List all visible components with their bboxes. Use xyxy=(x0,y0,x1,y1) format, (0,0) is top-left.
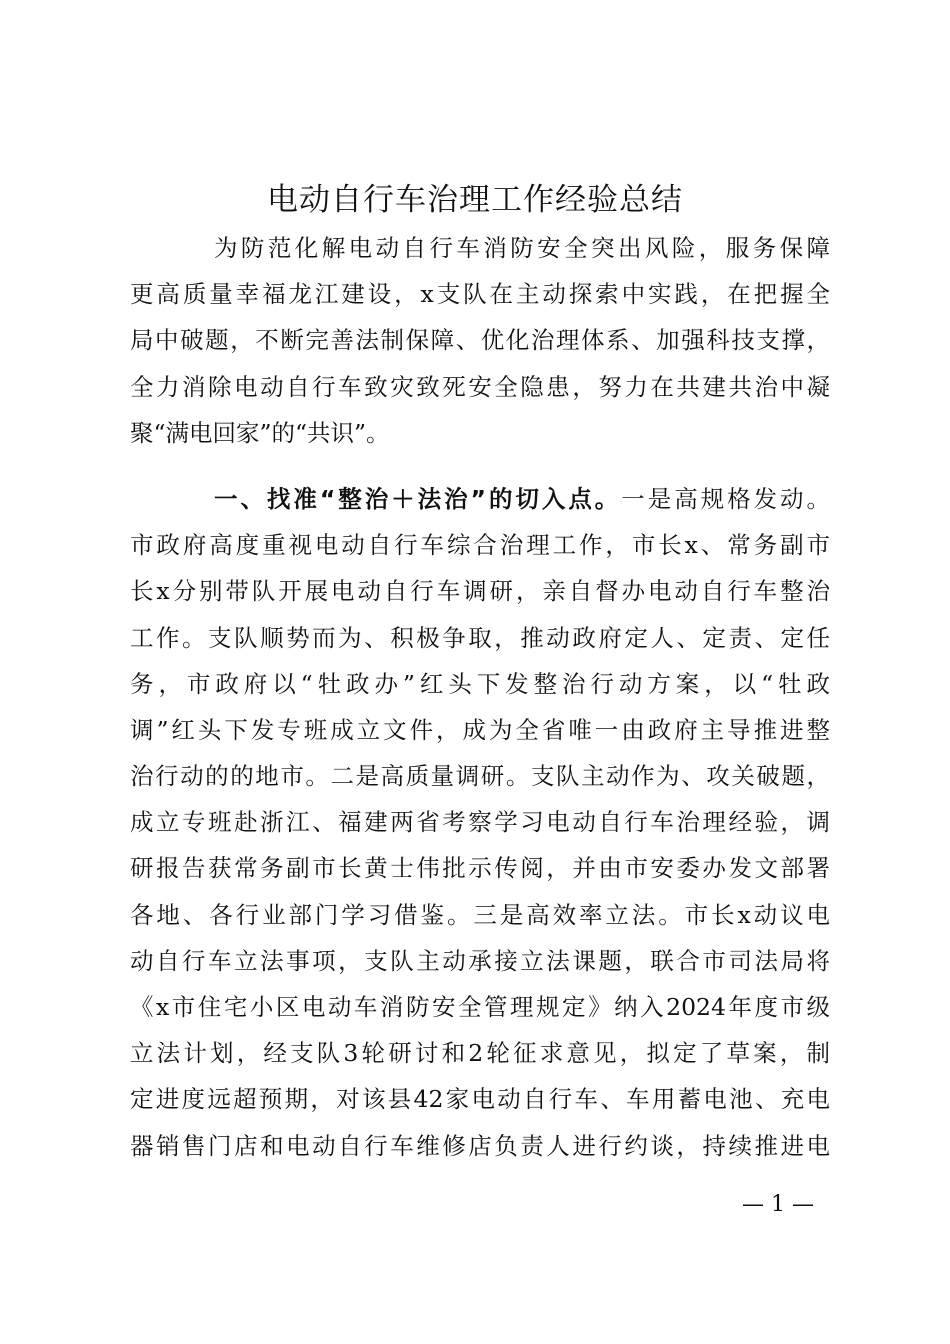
section1-line: 研报告获常务副市长黄士伟批示传阅，并由市安委办发文部署 xyxy=(130,854,830,883)
section1-line: 各地、各行业部门学习借鉴。三是高效率立法。市长x动议电 xyxy=(130,900,830,929)
document-title: 电动自行车治理工作经验总结 xyxy=(267,182,683,218)
section1-heading: 一、找准“整治＋法治”的切入点。 xyxy=(214,484,622,513)
section1-line: 《x市住宅小区电动车消防安全管理规定》纳入2024年度市级 xyxy=(130,993,830,1021)
document-body xyxy=(130,225,830,1169)
section1-line: 长x分别带队开展电动自行车调研，亲自督办电动自行车整治 xyxy=(130,577,830,606)
section1-line: 成立专班赴浙江、福建两省考察学习电动自行车治理经验，调 xyxy=(130,808,830,837)
section1-line: 务，市政府以“牡政办”红头下发整治行动方案，以“牡政 xyxy=(130,669,830,698)
section1-first-line-text: 一是高规格发动。 xyxy=(621,484,831,513)
section1-first-line xyxy=(130,476,830,522)
intro-line: 局中破题，不断完善法制保障、优化治理体系、加强科技支撑， xyxy=(130,326,830,355)
section1-line: 动自行车立法事项，支队主动承接立法课题，联合市司法局将 xyxy=(130,946,830,975)
paragraph-spacer xyxy=(130,456,830,476)
section1-line: 定进度远超预期，对该县42家电动自行车、车用蓄电池、充电 xyxy=(130,1085,830,1114)
section1-line: 立法计划，经支队3轮研讨和2轮征求意见，拟定了草案，制 xyxy=(130,1039,830,1068)
section1-line: 调”红头下发专班成立文件，成为全省唯一由政府主导推进整 xyxy=(130,715,830,744)
section1-line: 工作。支队顺势而为、积极争取，推动政府定人、定责、定任 xyxy=(130,623,830,652)
section1-line: 治行动的的地市。二是高质量调研。支队主动作为、攻关破题， xyxy=(130,762,830,791)
intro-line: 聚“满电回家”的“共识”。 xyxy=(130,418,390,447)
intro-line: 全力消除电动自行车致灾致死安全隐患，努力在共建共治中凝 xyxy=(130,372,830,401)
page-number: — 1 — xyxy=(742,1192,814,1217)
intro-line: 更高质量幸福龙江建设，x支队在主动探索中实践，在把握全 xyxy=(130,280,830,309)
intro-line: 为防范化解电动自行车消防安全突出风险，服务保障 xyxy=(214,234,830,262)
section1-line: 器销售门店和电动自行车维修店负责人进行约谈，持续推进电 xyxy=(130,1131,830,1160)
section1-line: 市政府高度重视电动自行车综合治理工作，市长x、常务副市 xyxy=(130,531,830,560)
